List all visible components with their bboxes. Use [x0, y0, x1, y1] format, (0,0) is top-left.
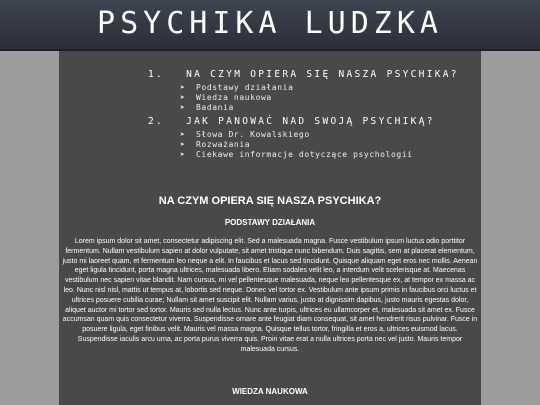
toc-item-label: Ciekawe informacje dotyczące psychologii: [196, 150, 413, 159]
toc-item-badania[interactable]: [180, 103, 234, 112]
toc-item-label: Badania: [196, 103, 234, 112]
toc-item-wiedza[interactable]: [180, 93, 272, 102]
toc-section-1[interactable]: [148, 69, 459, 80]
toc-item-label: Słowa Dr. Kowalskiego: [196, 130, 310, 139]
subsection-heading-wiedza: WIEDZA NAUKOWA: [232, 387, 308, 396]
arrow-right-icon: ➤: [180, 93, 186, 102]
arrow-right-icon: ➤: [180, 130, 186, 139]
toc-item-slowa[interactable]: [180, 130, 310, 139]
section-heading: NA CZYM OPIERA SIĘ NASZA PSYCHIKA?: [158, 195, 382, 207]
toc-item-label: Wiedza naukowa: [196, 93, 272, 102]
site-title: PSYCHIKA LUDZKA: [97, 6, 443, 41]
toc-section-number: 2.: [148, 116, 165, 127]
toc-section-number: 1.: [148, 69, 165, 80]
toc-item-ciekawe[interactable]: [180, 150, 413, 159]
toc-section-title: JAK PANOWAĆ NAD SWOJĄ PSYCHIKĄ?: [186, 116, 435, 127]
toc-item-label: Podstawy działania: [196, 83, 294, 92]
toc-section-2[interactable]: [148, 116, 435, 127]
article-paragraph: Lorem ipsum dolor sit amet, consectetur adipiscing elit. Sed a malesuada magna. Fusce vestibulum ipsum luctus odio porttitor fermentum. Nullam vestibulum sapien at dolor vulputate, sit amet tristique nunc bibendum. Duis sagittis, sem at placerat elementum, justo mi laoreet quam, et fermentum leo neque a elit. In faucibus et lacus sed tincidunt. Quisque aliquam eget eros nec mollis. Aenean eget ligula tincidunt, porta magna ultrices, malesuada libero. Etiam sodales velit leo, a interdum velit scelerisque at. Maecenas vestibulum nec sapien vitae blandit. Nam cursus, mi vel pellentesque malesuada, neque leo pellentesque ex, at tempor ex massa ac leo. Nunc nisl nisl, mattis ut tempus at, lobortis sed neque. Donec vel tortor ex. Vestibulum ante ipsum primis in faucibus orci luctus et ultrices posuere cubilia curae; Nullam sit amet suscipit elit. Nullam varius, justo at dignissim dapibus, justo mauris egestas dolor, aliquet auctor mi tortor sed tortor. Mauris sed nulla lectus. Nunc ante turpis, ultrices eu ullamcorper et, malesuada sit amet ex. Fusce accumsan quam quis consectetur viverra. Suspendisse ornare ante feugiat diam consequat, sit amet hendrerit risus pulvinar. Fusce in posuere ligula, eget finibus velit. Mauris vel massa magna. Quisque tellus tortor, fringilla et eros a, ultrices euismod lacus. Suspendisse iaculis arcu urna, ac porta purus viverra quis. Proin vitae erat a nulla ultrices porta nec vel justo. Mauris tempor malesuada cursus.: [62, 238, 478, 353]
toc-section-title: NA CZYM OPIERA SIĘ NASZA PSYCHIKA?: [186, 69, 459, 80]
toc-item-label: Rozważania: [196, 140, 251, 149]
page-header: [0, 0, 540, 51]
arrow-right-icon: ➤: [180, 150, 186, 159]
arrow-right-icon: ➤: [180, 140, 186, 149]
subsection-heading-podstawy: PODSTAWY DZIAŁANIA: [224, 218, 316, 227]
arrow-right-icon: ➤: [180, 83, 186, 92]
toc-item-rozwazania[interactable]: [180, 140, 250, 149]
arrow-right-icon: ➤: [180, 103, 186, 112]
toc-item-podstawy[interactable]: [180, 83, 294, 92]
main-panel: [59, 51, 481, 405]
